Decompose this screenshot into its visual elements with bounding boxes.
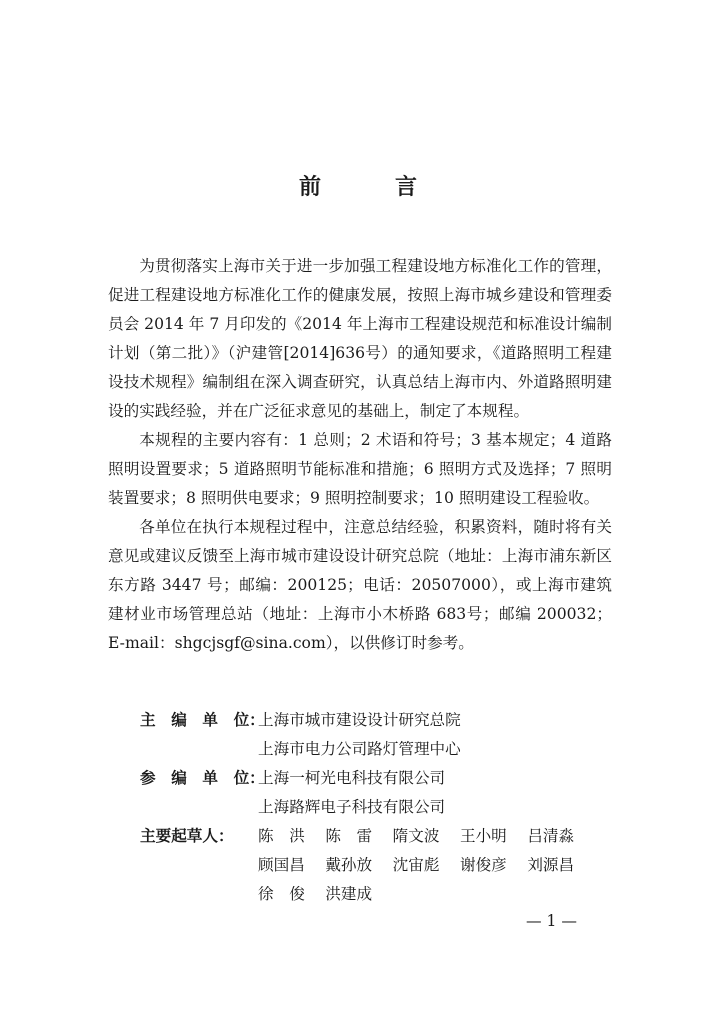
paragraph-contents: 本规程的主要内容有：1 总则；2 术语和符号；3 基本规定；4 道路照明设置要求；5 道路照明节能标准和措施；6 照明方式及选择；7 照明装置要求；8 照明供电要求；9 照明控制要求；10 照明建设工程验收。: [108, 431, 612, 507]
main-drafters: [140, 822, 616, 909]
paragraph-feedback: 各单位在执行本规程过程中，注意总结经验，积累资料，随时将有关意见或建议反馈至上海市城市建设设计研究总院（地址：上海市浦东新区东方路 3447 号；邮编：200125；电话：20507000），或上海市建筑建材业市场管理总站（地址：上海市小木桥路 683号；邮编 200032；E-mail：shgcjsgf@sina.com），以供修订时参考。: [108, 518, 612, 652]
participating-units: [140, 764, 616, 822]
drafter-names-row: 陈 洪 陈 雷 隋文波 王小明 吕清淼: [258, 827, 575, 845]
drafter-names-row: 顾国昌 戴孙放 沈宙彪 谢俊彦 刘源昌: [258, 856, 575, 874]
paragraph-background: 为贯彻落实上海市关于进一步加强工程建设地方标准化工作的管理，促进工程建设地方标准化工作的健康发展，按照上海市城乡建设和管理委员会 2014 年 7 月印发的《2014 年上海市工程建设规范和标准设计编制计划（第二批）》（沪建管[2014]636号）的通知要求，《道路照明工程建设技术规程》编制组在深入调查研究，认真总结上海市内、外道路照明建设的实践经验，并在广泛征求意见的基础上，制定了本规程。: [108, 257, 612, 420]
page-number: — 1 —: [526, 912, 578, 930]
preface-body: [108, 252, 612, 658]
chief-editor-unit: 上海市城市建设设计研究总院: [258, 711, 461, 729]
participating-label: 参 编 单 位：: [140, 769, 265, 787]
participating-unit: 上海路辉电子科技有限公司: [258, 798, 446, 816]
chief-editor-units: [140, 706, 616, 764]
chief-editor-unit: 上海市电力公司路灯管理中心: [258, 740, 461, 758]
chief-editor-label: 主 编 单 位：: [140, 711, 265, 729]
page-title: 前 言: [298, 175, 443, 200]
participating-unit: 上海一柯光电科技有限公司: [258, 769, 446, 787]
credits: [140, 706, 616, 909]
drafter-names-row: 徐 俊 洪建成: [258, 885, 373, 903]
drafters-label: 主要起草人：: [140, 827, 234, 845]
